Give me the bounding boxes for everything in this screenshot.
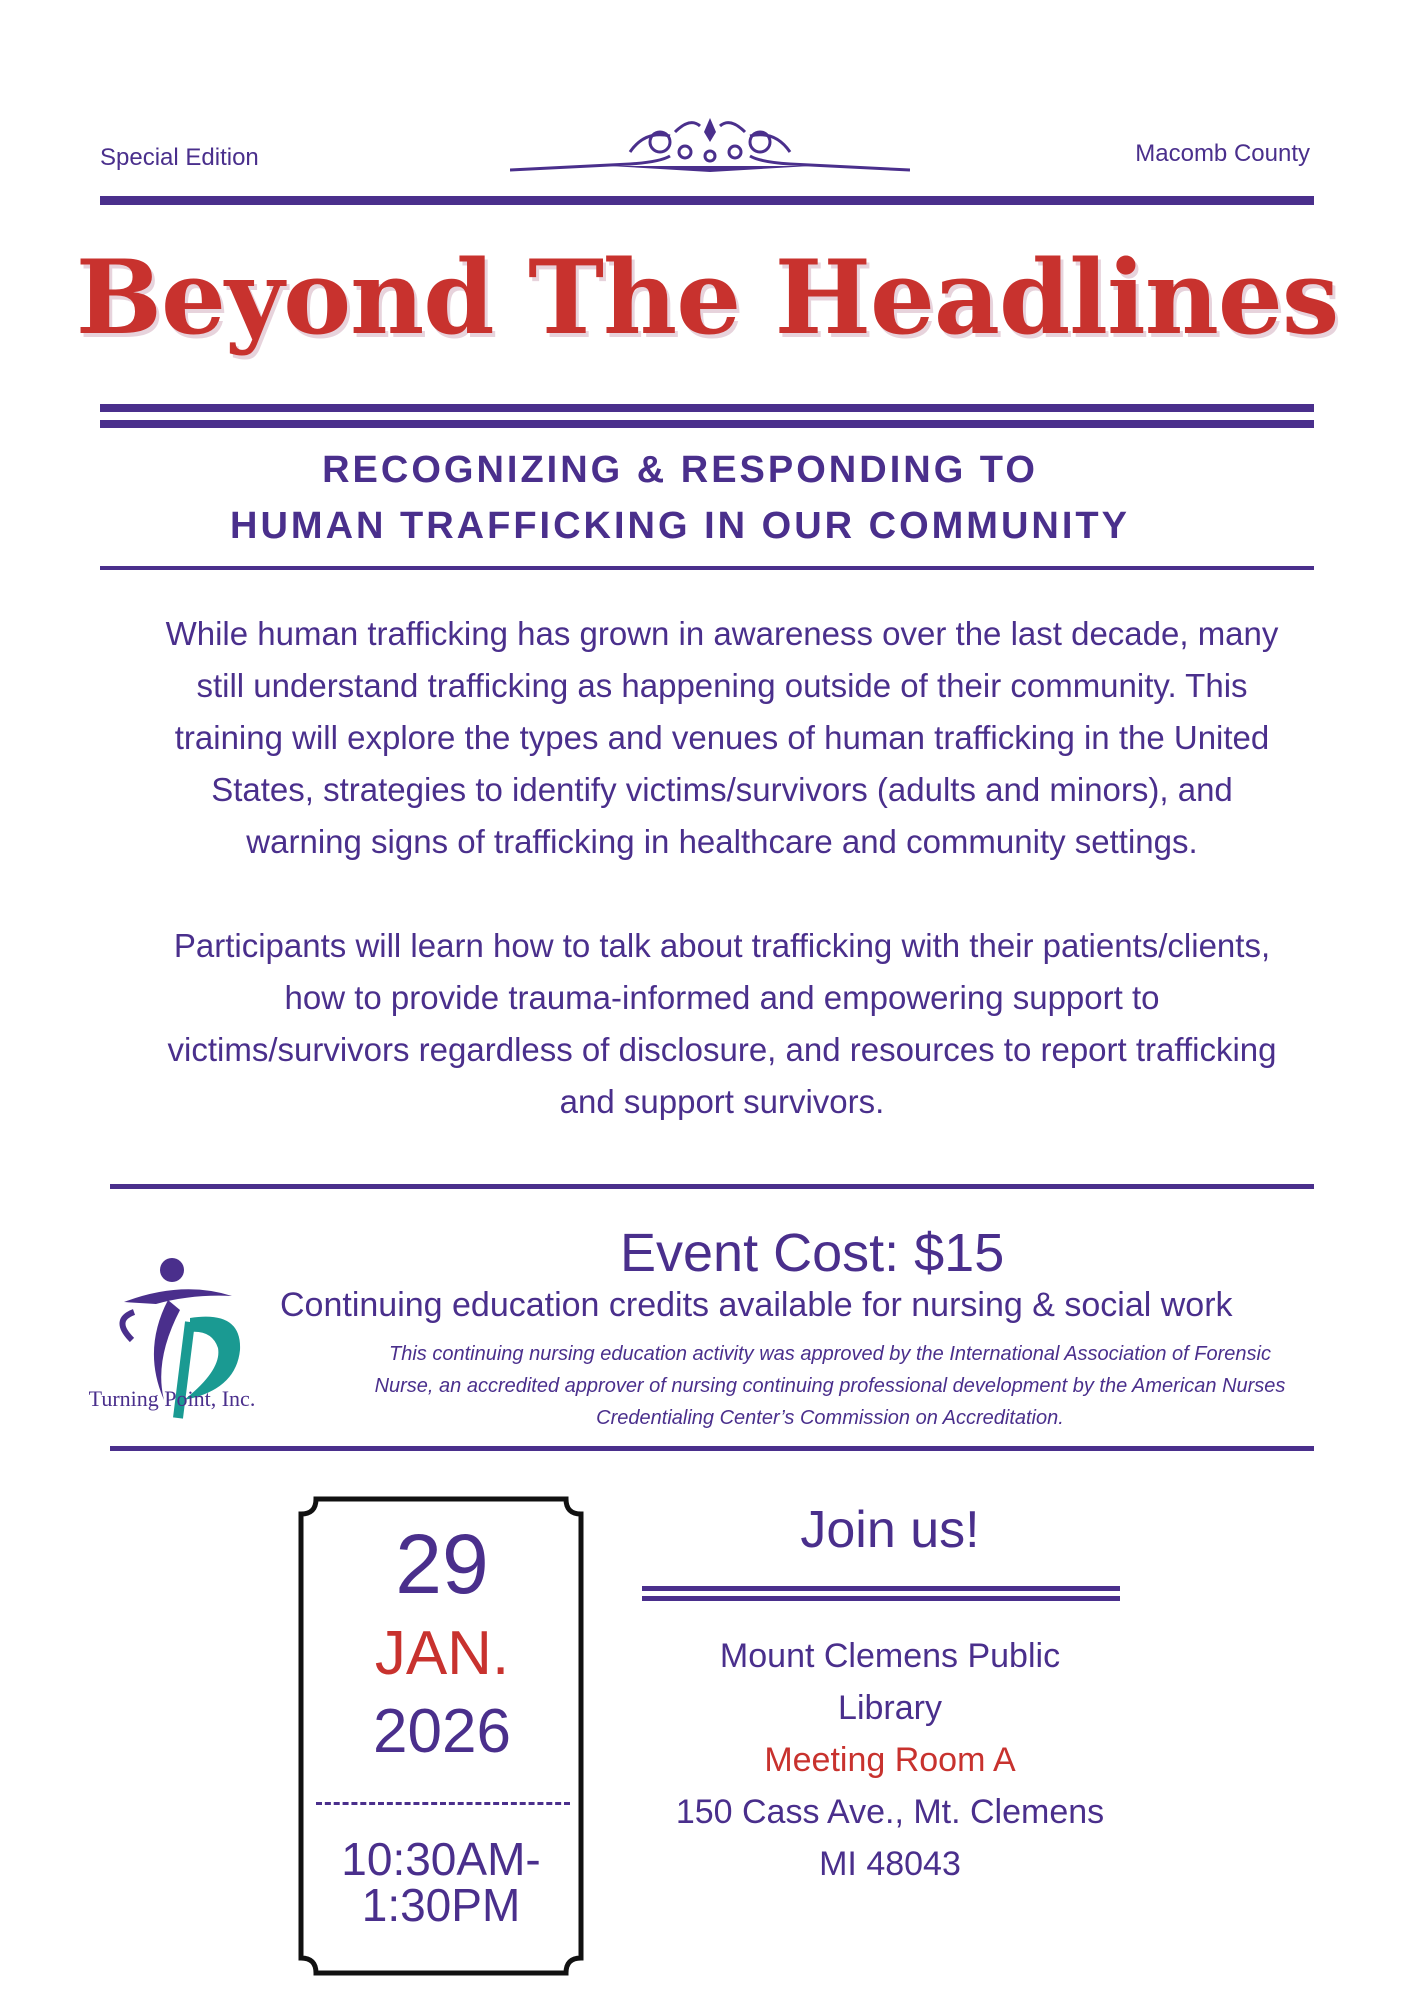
section-rule-2 — [110, 1446, 1314, 1451]
subtitle-rule — [100, 566, 1314, 570]
paragraph-line: warning signs of trafficking in healthcare and community settings. — [246, 823, 1198, 860]
approval-line: Credentialing Center’s Commission on Accreditation. — [596, 1407, 1064, 1429]
venue-room: Meeting Room A — [764, 1741, 1016, 1779]
date-day: 29 — [395, 1517, 489, 1611]
subtitle-line-1: RECOGNIZING & RESPONDING TO — [322, 449, 1038, 491]
approval-text — [280, 1338, 1380, 1434]
paragraph-line: how to provide trauma-informed and empowering support to — [284, 979, 1160, 1016]
section-rule-1 — [110, 1184, 1314, 1189]
logo-text: Turning Point, Inc. — [88, 1386, 256, 1411]
description-paragraph-1 — [72, 608, 1372, 868]
date-year: 2026 — [373, 1697, 511, 1766]
join-heading: Join us! — [800, 1501, 980, 1559]
paragraph-line: While human trafficking has grown in awareness over the last decade, many — [165, 615, 1279, 652]
approval-line: Nurse, an accredited approver of nursing continuing professional development by the American Nurses — [374, 1375, 1286, 1397]
join-rule-bottom — [642, 1596, 1120, 1601]
venue-state-zip: MI 48043 — [819, 1845, 961, 1883]
date-month: JAN. — [374, 1619, 510, 1688]
venue-name-line-1: Mount Clemens Public — [719, 1637, 1061, 1675]
join-rule-top — [642, 1586, 1120, 1591]
time-line-1: 10:30AM- — [341, 1833, 541, 1885]
venue-street: 150 Cass Ave., Mt. Clemens — [675, 1793, 1105, 1831]
headline-rule-bottom — [100, 420, 1314, 428]
event-time — [300, 1833, 582, 1931]
time-line-2: 1:30PM — [361, 1879, 521, 1931]
paragraph-line: States, strategies to identify victims/survivors (adults and minors), and — [211, 771, 1233, 808]
paragraph-line: and support survivors. — [559, 1083, 885, 1120]
venue-name-line-2: Library — [838, 1689, 942, 1727]
venue-address — [620, 1630, 1160, 1890]
masthead-rule — [100, 196, 1314, 205]
credits-text: Continuing education credits available for nursing & social work — [280, 1286, 1233, 1324]
headline: Beyond The Headlines — [75, 238, 1339, 358]
edition-label: Special Edition — [100, 144, 259, 171]
approval-line: This continuing nursing education activity was approved by the International Association of Forensic — [389, 1343, 1271, 1365]
ticket-divider — [316, 1802, 570, 1805]
paragraph-line: victims/survivors regardless of disclosure, and resources to report trafficking — [167, 1031, 1277, 1068]
paragraph-line: Participants will learn how to talk about trafficking with their patients/clients, — [173, 927, 1271, 964]
ornament-divider-icon — [510, 112, 910, 182]
paragraph-line: training will explore the types and venues of human trafficking in the United — [174, 719, 1270, 756]
description-paragraph-2 — [72, 920, 1372, 1128]
subtitle-line-2: HUMAN TRAFFICKING IN OUR COMMUNITY — [230, 505, 1130, 547]
subtitle — [80, 442, 1280, 554]
paragraph-line: still understand trafficking as happening outside of their community. This — [196, 667, 1248, 704]
event-cost: Event Cost: $15 — [620, 1223, 1005, 1283]
headline-rule-top — [100, 404, 1314, 412]
county-label: Macomb County — [1135, 140, 1310, 167]
